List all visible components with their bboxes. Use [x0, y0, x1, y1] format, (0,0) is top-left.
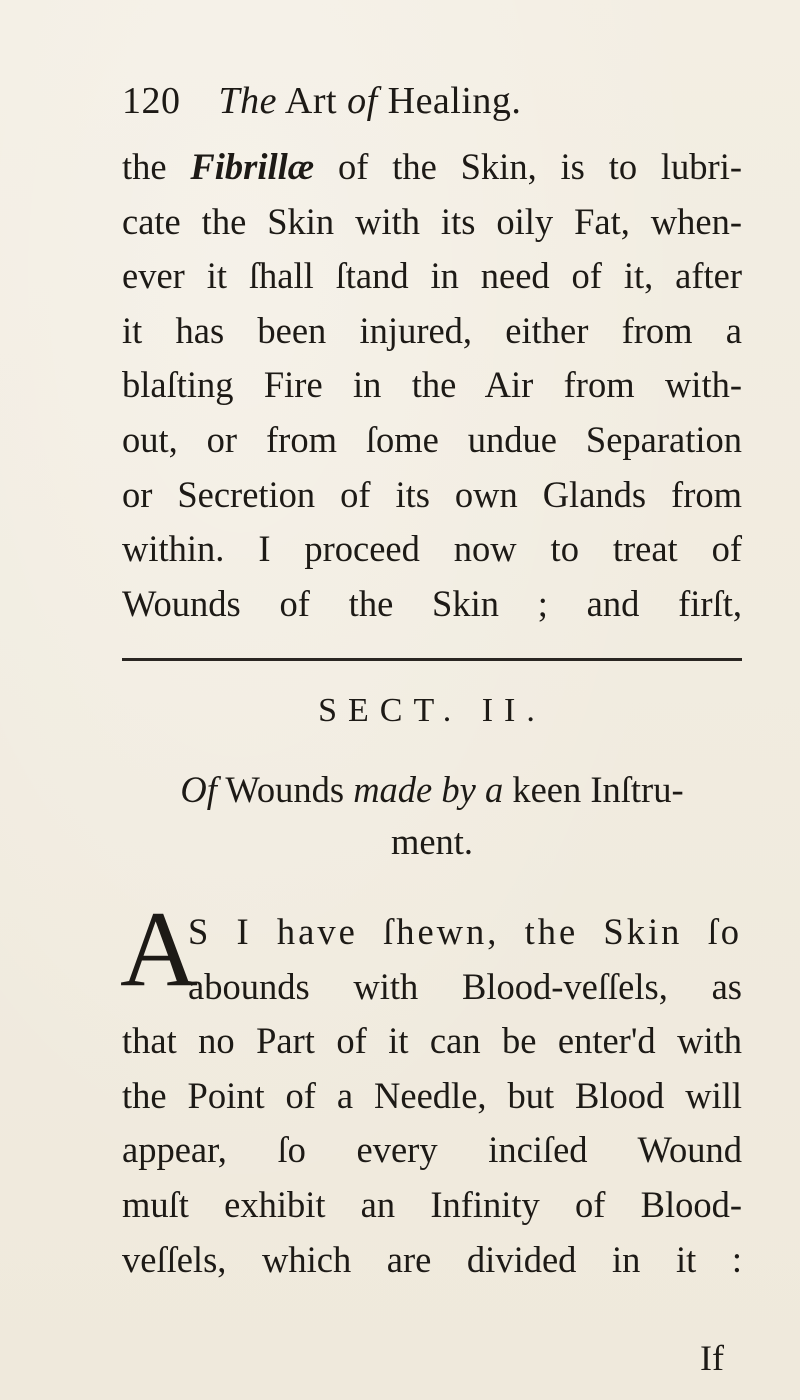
paragraph-2-line: that no Part of it can be enter'd with	[122, 1020, 742, 1062]
section-subtitle-line-2: ment.	[390, 821, 474, 862]
paragraph-1-line: cate the Skin with its oily Fat, when-	[122, 200, 742, 242]
header-title-the: The	[218, 80, 277, 122]
line-1-start: the	[122, 146, 167, 187]
paragraph-2-line: muſt exhibit an Infinity of Blood-	[122, 1183, 742, 1225]
section-divider-rule	[122, 658, 742, 661]
line-1-end: of the Skin, is to lubri-	[337, 146, 743, 187]
section-subtitle-line-1	[122, 764, 742, 816]
subtitle-of: Of	[180, 769, 217, 810]
running-header	[122, 82, 521, 120]
fibrillae-term: Fibrillæ	[190, 146, 315, 187]
paragraph-2-line: appear, ſo every inciſed Wound	[122, 1129, 742, 1171]
subtitle-rest: keen Inſtru-	[512, 769, 684, 810]
paragraph-2-line: the Point of a Needle, but Blood will	[122, 1074, 742, 1116]
section-heading: SECT. II.	[318, 692, 546, 729]
catchword: If	[700, 1338, 724, 1378]
paragraph-1-line: out, or from ſome undue Separation	[122, 418, 742, 460]
paragraph-1-line: it has been injured, either from a	[122, 309, 742, 351]
subtitle-wounds: Wounds	[225, 769, 345, 810]
page-number: 120	[122, 80, 181, 122]
header-title-art: Art	[284, 80, 338, 122]
paragraph-1-line-1	[122, 140, 742, 195]
drop-cap: A	[120, 890, 198, 1009]
paragraph-1-line: or Secretion of its own Glands from	[122, 473, 742, 515]
paragraph-1-line: ever it ſhall ſtand in need of it, after	[122, 255, 742, 297]
paragraph-1-line: within. I proceed now to treat of	[122, 528, 742, 570]
paragraph-2	[122, 905, 742, 1287]
paragraph-1-line: blaſting Fire in the Air from with-	[122, 364, 742, 406]
paragraph-1-line: Wounds of the Skin ; and firſt,	[122, 582, 742, 624]
section-subtitle	[122, 764, 742, 868]
paragraph-2-line-1: S I have ſhewn, the Skin ſo	[188, 911, 742, 952]
header-title-of: of	[347, 80, 378, 122]
header-title-healing: Healing.	[387, 80, 522, 122]
paragraph-2-line-2: abounds with Blood-veſſels, as	[188, 965, 742, 1007]
subtitle-made-by-a: made by a	[353, 769, 504, 810]
paragraph-1	[122, 140, 742, 631]
paragraph-2-line: veſſels, which are divided in it :	[122, 1238, 742, 1280]
